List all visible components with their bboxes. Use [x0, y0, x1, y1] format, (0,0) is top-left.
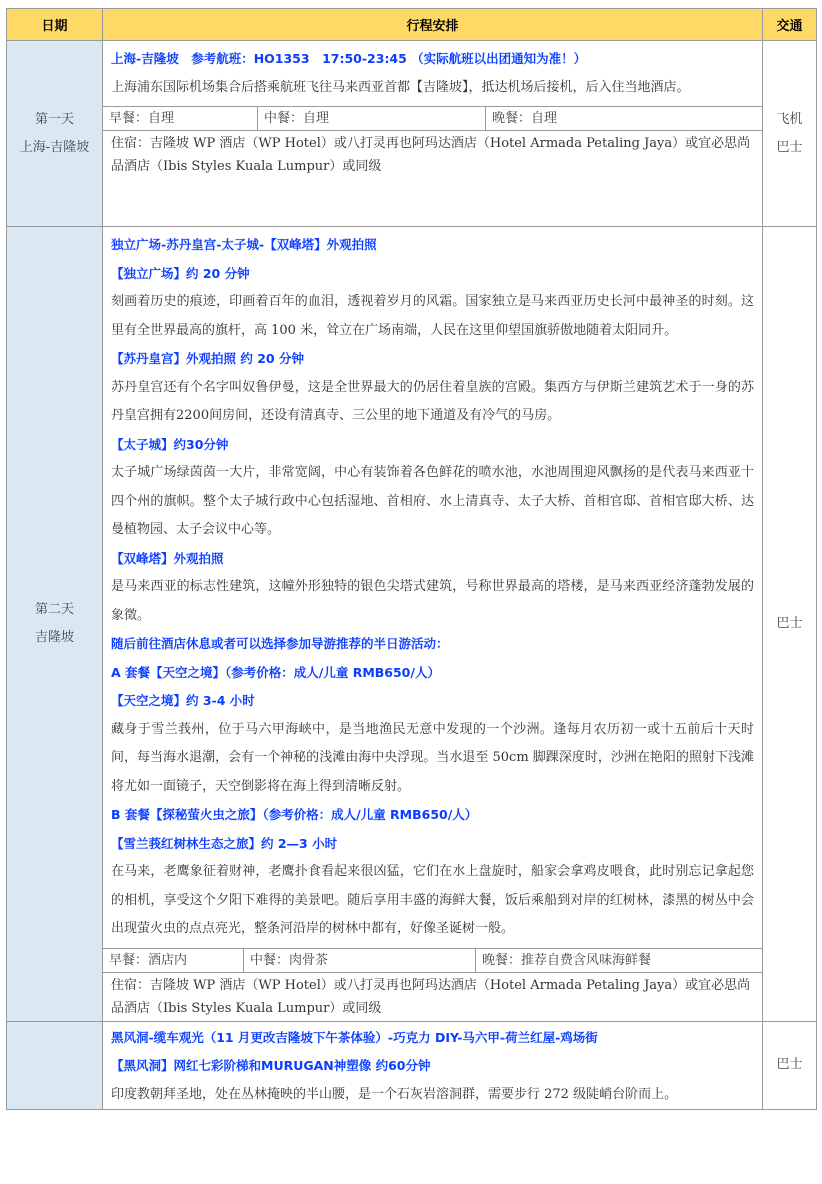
day3-transport: 巴士 [763, 1021, 817, 1110]
day1-block [103, 41, 762, 106]
day2-breakfast: 早餐：酒店内 [109, 952, 188, 968]
day2-s3-title: 【太子城】约30分钟 [111, 436, 229, 452]
day2-block [103, 227, 762, 948]
day2-s2-text: 苏丹皇宫还有个名字叫奴鲁伊曼，这是全世界最大的仍居住着皇族的宫殿。集西方与伊斯兰建筑艺术于一身的苏丹皇宫拥有2200间房间，还设有清真寺、三公里的地下通道及有冷气的马房。 [111, 379, 754, 423]
day3-s1-text: 印度教朝拜圣地，处在丛林掩映的半山腰，是一个石灰岩溶洞群，需要步行 272 级陡峭台阶而上。 [111, 1086, 678, 1102]
day2-row [7, 227, 817, 1022]
day2-label [7, 227, 103, 1022]
day1-breakfast: 早餐：自理 [109, 111, 175, 126]
day1-place: 上海-吉隆坡 [19, 139, 90, 155]
day2-content [103, 227, 763, 1022]
header-row [7, 9, 817, 41]
day2-dinner: 晚餐：推荐自费含风味海鲜餐 [475, 949, 762, 972]
day2-s8-title: B 套餐【探秘萤火虫之旅】（参考价格：成人/儿童 RMB650/人） [111, 807, 478, 822]
day2-title: 独立广场-苏丹皇宫-太子城-【双峰塔】外观拍照 [111, 237, 377, 252]
day2-transport: 巴士 [763, 227, 817, 1022]
day2-lunch: 中餐：肉骨茶 [243, 949, 475, 972]
day1-content [103, 41, 763, 227]
day1-label [7, 41, 103, 227]
day2-s9-title: 【雪兰莪红树林生态之旅】约 2—3 小时 [111, 835, 338, 851]
day3-s1-title: 【黑风洞】网红七彩阶梯和MURUGAN神塑像 约60分钟 [111, 1058, 431, 1073]
day3-content [103, 1021, 763, 1110]
day1-dinner: 晚餐：自理 [485, 107, 762, 130]
day1-day: 第一天 [34, 111, 74, 127]
day1-meals [103, 106, 762, 131]
day1-hotel: 住宿：吉隆坡 WP 酒店（WP Hotel）或八打灵再也阿玛达酒店（Hotel Armada Petaling Jaya）或宜必思尚品酒店（Ibis Styles Kuala Lumpur）或同级 [111, 136, 751, 174]
day1-desc: 上海浦东国际机场集合后搭乘航班飞往马来西亚首都【吉隆坡】，抵达机场后接机，后入住当地酒店。 [111, 79, 690, 95]
day2-s1-text: 刻画着历史的痕迹，印画着百年的血泪，透视着岁月的风霜。国家独立是马来西亚历史长河中最神圣的时刻。这里有全世界最高的旗杆，高 100 米，耸立在广场南端，人民在这里仰望国旗骄傲地随着太阳同升。 [111, 294, 754, 338]
day2-s5-title: 随后前往酒店休息或者可以选择参加导游推荐的半日游活动： [111, 636, 449, 651]
day1-lunch: 中餐：自理 [257, 107, 485, 130]
day2-meals [103, 948, 762, 973]
day2-s1-title: 【独立广场】约 20 分钟 [111, 265, 250, 281]
day2-place: 吉隆坡 [34, 629, 74, 645]
day1-row [7, 41, 817, 227]
day1-transport-plane: 飞机 [776, 111, 803, 127]
day2-s2-title: 【苏丹皇宫】外观拍照 约 20 分钟 [111, 351, 304, 366]
day2-day: 第二天 [34, 601, 74, 617]
day2-s7-text: 藏身于雪兰莪州，位于马六甲海峡中，是当地渔民无意中发现的一个沙洲。逢每月农历初一或十五前后十天时间，每当海水退潮，会有一个神秘的浅滩由海中央浮现。当水退至 50cm 脚踝深度时，沙洲在艳阳的照射下浅滩将尤如一面镜子，天空倒影将在海上得到清晰反射。 [111, 721, 754, 794]
itinerary-table [6, 8, 817, 1110]
day2-s7-title: 【天空之境】约 3-4 小时 [111, 693, 255, 708]
day2-s9-text: 在马来，老鹰象征着财神，老鹰扑食看起来很凶猛，它们在水上盘旋时，船家会拿鸡皮喂食，此时别忘记拿起您的相机，享受这个夕阳下难得的美景吧。随后享用丰盛的海鲜大餐，饭后乘船到对岸的红树林，漆黑的树丛中会出现萤火虫的点点亮光，整条河沿岸的树林中都有，好像圣诞树一般。 [111, 864, 754, 936]
header-schedule: 行程安排 [103, 9, 763, 41]
day2-s4-text: 是马来西亚的标志性建筑，这幢外形独特的银色尖塔式建筑，号称世界最高的塔楼，是马来西亚经济蓬勃发展的象徵。 [111, 579, 754, 623]
day2-s6-title: A 套餐【天空之境】（参考价格：成人/儿童 RMB650/人） [111, 664, 440, 680]
day3-block [103, 1022, 762, 1110]
day2-s4-title: 【双峰塔】外观拍照 [111, 550, 224, 566]
day3-label [7, 1021, 103, 1110]
day1-title: 上海-吉隆坡 参考航班：HO1353 17:50-23:45 （实际航班以出团通知为准！） [111, 51, 587, 66]
header-transport: 交通 [763, 9, 817, 41]
day3-row [7, 1021, 817, 1110]
day3-title: 黑风洞-缆车观光（11 月更改吉隆坡下午茶体验）-巧克力 DIY-马六甲-荷兰红屋-鸡场街 [111, 1029, 598, 1045]
day2-hotel: 住宿：吉隆坡 WP 酒店（WP Hotel）或八打灵再也阿玛达酒店（Hotel Armada Petaling Jaya）或宜必思尚品酒店（Ibis Styles Kuala Lumpur）或同级 [111, 977, 751, 1016]
day1-transport-bus: 巴士 [776, 139, 803, 155]
day1-transport [763, 41, 817, 227]
day2-s3-text: 太子城广场绿茵茵一大片，非常宽阔，中心有装饰着各色鲜花的喷水池，水池周围迎风飘扬的是代表马来西亚十四个州的旗帜。整个太子城行政中心包括湿地、首相府、水上清真寺、太子大桥、首相官邸、首相官邸大桥、达曼植物园、太子会议中心等。 [111, 465, 754, 537]
header-date: 日期 [7, 9, 103, 41]
